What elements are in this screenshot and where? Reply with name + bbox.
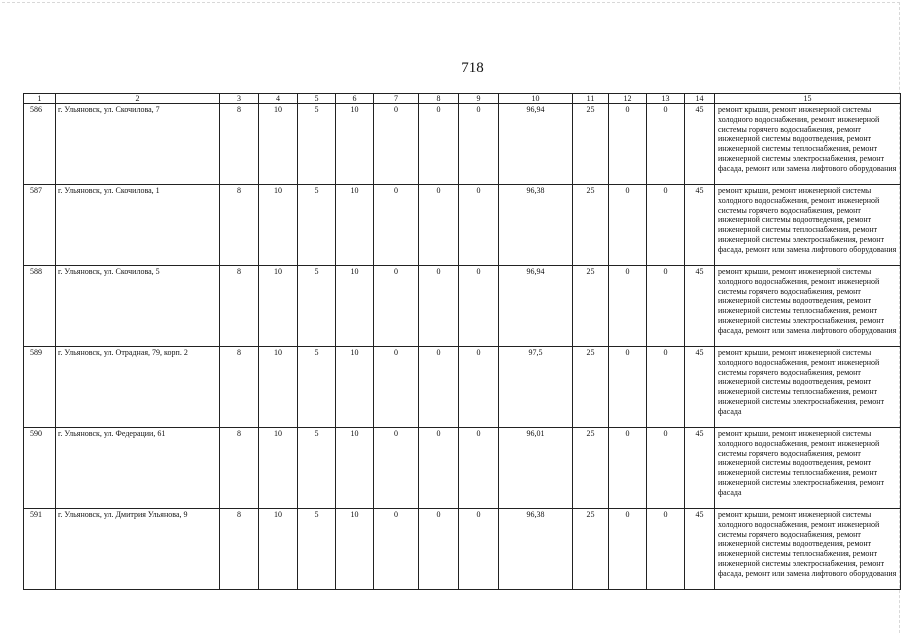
value-cell: 0 — [647, 104, 685, 185]
row-number: 590 — [24, 428, 56, 509]
value-cell: 10 — [336, 509, 374, 590]
value-cell: 25 — [573, 347, 609, 428]
value-cell: 10 — [259, 428, 298, 509]
works-description-cell: ремонт крыши, ремонт инженерной системы холодного водоснабжения, ремонт инженерной системы горячего водоснабжения, ремонт инженерной системы водоотведения, ремонт инженерной системы теплоснабжения, ремонт инженерной системы электроснабжения, ремонт фасада, ремонт или замена лифтового оборудования — [715, 509, 901, 590]
column-header: 12 — [609, 94, 647, 104]
header-row — [24, 94, 901, 104]
address-cell: г. Ульяновск, ул. Дмитрия Ульянова, 9 — [56, 509, 220, 590]
value-cell: 0 — [647, 428, 685, 509]
column-header: 1 — [24, 94, 56, 104]
table-body — [24, 104, 901, 590]
value-cell: 5 — [298, 185, 336, 266]
value-cell: 0 — [374, 185, 419, 266]
column-header: 6 — [336, 94, 374, 104]
value-cell: 25 — [573, 509, 609, 590]
value-cell: 0 — [459, 347, 499, 428]
works-description-cell: ремонт крыши, ремонт инженерной системы холодного водоснабжения, ремонт инженерной системы горячего водоснабжения, ремонт инженерной системы водоотведения, ремонт инженерной системы теплоснабжения, ремонт инженерной системы электроснабжения, ремонт фасада — [715, 347, 901, 428]
table-row — [24, 347, 901, 428]
value-cell: 0 — [459, 185, 499, 266]
value-cell: 10 — [336, 104, 374, 185]
value-cell: 45 — [685, 347, 715, 428]
works-description-cell: ремонт крыши, ремонт инженерной системы холодного водоснабжения, ремонт инженерной системы горячего водоснабжения, ремонт инженерной системы водоотведения, ремонт инженерной системы теплоснабжения, ремонт инженерной системы электроснабжения, ремонт фасада — [715, 428, 901, 509]
value-cell: 0 — [459, 104, 499, 185]
table-row — [24, 266, 901, 347]
value-cell: 5 — [298, 428, 336, 509]
works-description-cell: ремонт крыши, ремонт инженерной системы холодного водоснабжения, ремонт инженерной системы горячего водоснабжения, ремонт инженерной системы водоотведения, ремонт инженерной системы теплоснабжения, ремонт инженерной системы электроснабжения, ремонт фасада, ремонт или замена лифтового оборудования — [715, 266, 901, 347]
address-cell: г. Ульяновск, ул. Скочилова, 7 — [56, 104, 220, 185]
works-description-cell: ремонт крыши, ремонт инженерной системы холодного водоснабжения, ремонт инженерной системы горячего водоснабжения, ремонт инженерной системы водоотведения, ремонт инженерной системы теплоснабжения, ремонт инженерной системы электроснабжения, ремонт фасада, ремонт или замена лифтового оборудования — [715, 185, 901, 266]
value-cell: 0 — [609, 347, 647, 428]
row-number: 588 — [24, 266, 56, 347]
value-cell: 0 — [419, 185, 459, 266]
value-cell: 0 — [609, 509, 647, 590]
table-row — [24, 428, 901, 509]
table-row — [24, 509, 901, 590]
value-cell: 10 — [259, 185, 298, 266]
value-cell: 25 — [573, 185, 609, 266]
value-cell: 25 — [573, 428, 609, 509]
value-cell: 97,5 — [499, 347, 573, 428]
value-cell: 0 — [419, 428, 459, 509]
value-cell: 0 — [419, 104, 459, 185]
column-header: 13 — [647, 94, 685, 104]
value-cell: 10 — [336, 185, 374, 266]
table-row — [24, 104, 901, 185]
column-header: 10 — [499, 94, 573, 104]
table-row — [24, 185, 901, 266]
value-cell: 5 — [298, 509, 336, 590]
value-cell: 0 — [609, 104, 647, 185]
value-cell: 96,38 — [499, 509, 573, 590]
column-header: 14 — [685, 94, 715, 104]
column-header: 7 — [374, 94, 419, 104]
column-header: 8 — [419, 94, 459, 104]
value-cell: 45 — [685, 185, 715, 266]
value-cell: 0 — [459, 509, 499, 590]
value-cell: 8 — [220, 428, 259, 509]
value-cell: 45 — [685, 266, 715, 347]
address-cell: г. Ульяновск, ул. Отрадная, 79, корп. 2 — [56, 347, 220, 428]
value-cell: 0 — [647, 509, 685, 590]
address-cell: г. Ульяновск, ул. Скочилова, 1 — [56, 185, 220, 266]
value-cell: 0 — [459, 428, 499, 509]
registry-table — [23, 93, 901, 590]
value-cell: 8 — [220, 509, 259, 590]
value-cell: 8 — [220, 104, 259, 185]
value-cell: 0 — [647, 185, 685, 266]
value-cell: 96,94 — [499, 266, 573, 347]
value-cell: 10 — [336, 428, 374, 509]
value-cell: 45 — [685, 509, 715, 590]
value-cell: 10 — [259, 347, 298, 428]
value-cell: 0 — [647, 266, 685, 347]
address-cell: г. Ульяновск, ул. Скочилова, 5 — [56, 266, 220, 347]
row-number: 591 — [24, 509, 56, 590]
value-cell: 5 — [298, 104, 336, 185]
value-cell: 5 — [298, 266, 336, 347]
value-cell: 0 — [419, 266, 459, 347]
column-header: 5 — [298, 94, 336, 104]
value-cell: 25 — [573, 266, 609, 347]
value-cell: 0 — [647, 347, 685, 428]
value-cell: 10 — [336, 266, 374, 347]
column-header: 2 — [56, 94, 220, 104]
row-number: 589 — [24, 347, 56, 428]
value-cell: 0 — [419, 347, 459, 428]
value-cell: 0 — [609, 185, 647, 266]
value-cell: 0 — [374, 509, 419, 590]
value-cell: 0 — [374, 347, 419, 428]
value-cell: 0 — [374, 104, 419, 185]
value-cell: 96,38 — [499, 185, 573, 266]
value-cell: 45 — [685, 428, 715, 509]
value-cell: 5 — [298, 347, 336, 428]
value-cell: 0 — [609, 266, 647, 347]
value-cell: 45 — [685, 104, 715, 185]
works-description-cell: ремонт крыши, ремонт инженерной системы холодного водоснабжения, ремонт инженерной системы горячего водоснабжения, ремонт инженерной системы водоотведения, ремонт инженерной системы теплоснабжения, ремонт инженерной системы электроснабжения, ремонт фасада, ремонт или замена лифтового оборудования — [715, 104, 901, 185]
column-header: 15 — [715, 94, 901, 104]
value-cell: 0 — [374, 266, 419, 347]
value-cell: 0 — [374, 428, 419, 509]
value-cell: 10 — [259, 509, 298, 590]
row-number: 586 — [24, 104, 56, 185]
value-cell: 10 — [259, 104, 298, 185]
value-cell: 10 — [336, 347, 374, 428]
value-cell: 96,01 — [499, 428, 573, 509]
value-cell: 0 — [609, 428, 647, 509]
column-header: 4 — [259, 94, 298, 104]
address-cell: г. Ульяновск, ул. Федерации, 61 — [56, 428, 220, 509]
value-cell: 0 — [419, 509, 459, 590]
column-header: 3 — [220, 94, 259, 104]
value-cell: 25 — [573, 104, 609, 185]
column-header: 9 — [459, 94, 499, 104]
value-cell: 8 — [220, 347, 259, 428]
column-header: 11 — [573, 94, 609, 104]
row-number: 587 — [24, 185, 56, 266]
value-cell: 0 — [459, 266, 499, 347]
value-cell: 96,94 — [499, 104, 573, 185]
value-cell: 10 — [259, 266, 298, 347]
page-number: 718 — [461, 60, 484, 76]
value-cell: 8 — [220, 266, 259, 347]
value-cell: 8 — [220, 185, 259, 266]
